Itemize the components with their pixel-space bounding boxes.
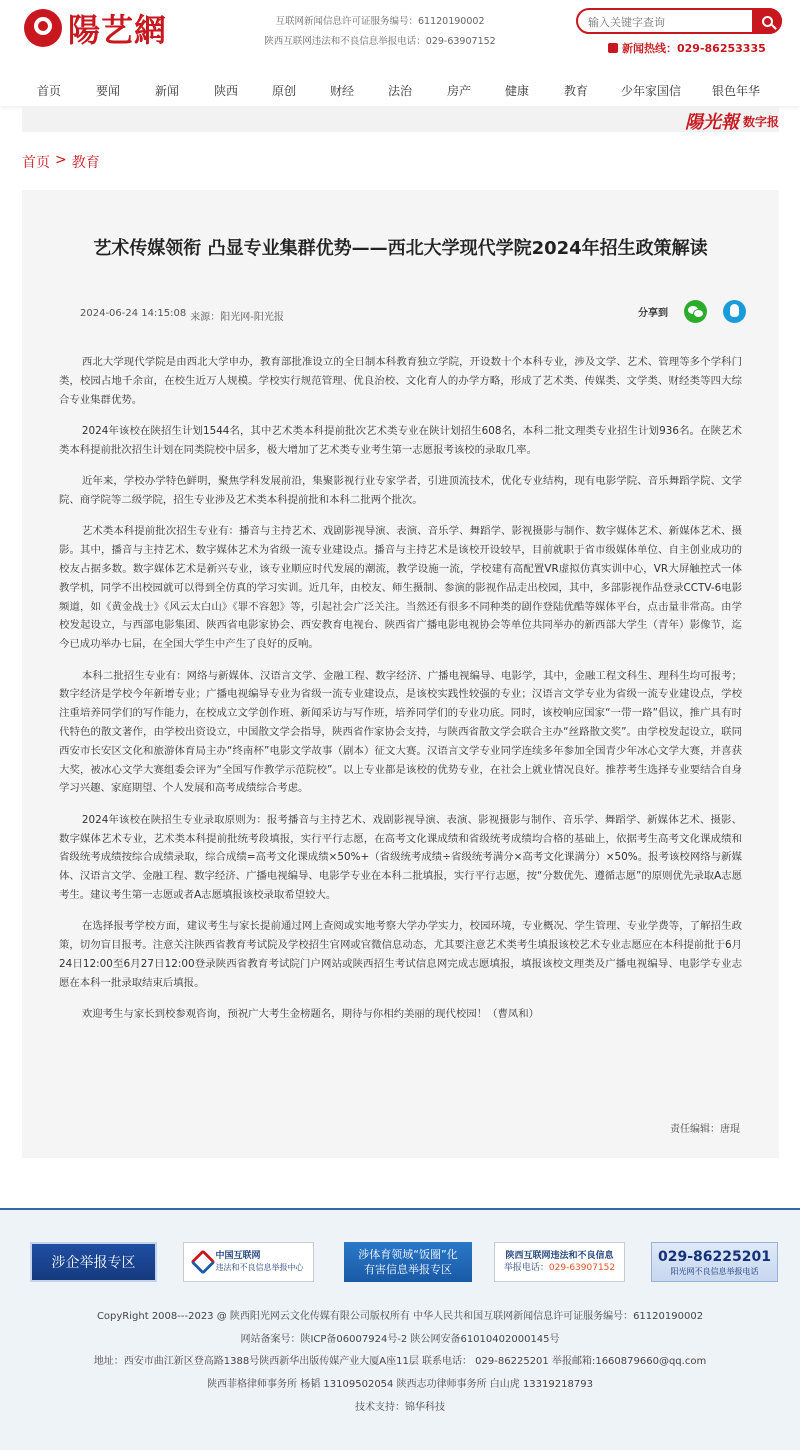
share-bar [638,300,746,323]
search-button[interactable] [752,8,782,34]
nav-item[interactable]: 房产 [446,83,471,98]
epaper-banner [22,106,779,132]
article-paragraph: 艺术类本科提前批次招生专业有：播音与主持艺术、戏剧影视导演、表演、音乐学、舞蹈学、影视摄影与制作、数字媒体艺术、新媒体艺术、摄影。其中，播音与主持艺术、数字媒体艺术为省级一流专业建设点。播音与主持艺术是该校开设较早，目前就职于省市级媒体单位、自主创业成功的校友占据多数。数字媒体艺术是新兴专业，该专业顺应时代发展的潮流，教学设施一流，学校建有高配置VR虚拟仿真实训中心，VR大屏触控式一体教学机，同学不出校园就可以得到全仿真的学习实训。近几年，由校友、师生摄制、参演的影视作品走出校园，其中，多部影视作品登录CCTV-6电影频道，如《黄金战士》《风云太白山》《罪不容恕》等，引起社会广泛关注。当然还有很多不同种类的剧作登陆优酷等媒体平台，点击量非常高。由学校发起设立，与西部电影集团、陕西省电影家协会、西安教育电视台、陕西省广播电影电视协会等单位共同举办的新西部大学生（青年）影像节，迄今已成功举办七届，在全国大学生中产生了良好的反响。 [59,525,742,651]
main-nav [0,74,800,106]
nav-item[interactable]: 少年家国信 [620,83,681,98]
epaper-logo: 陽光報 [684,112,739,133]
share-label: 分享到 [638,308,668,319]
article-container [22,190,779,1158]
report-center-logo-icon [190,1249,215,1274]
article-source: 来源：阳光网-阳光报 [190,312,284,323]
badge-line: 阳光网不良信息举报电话 [670,1266,759,1276]
tech-support: 技术支持：锦华科技 [355,1401,445,1413]
sun-logo-icon [24,9,62,47]
phone-icon [608,43,618,53]
copyright: CopyRight 2008---2023 @ 陕西阳光网云文化传媒有限公司版权所有 中华人民共和国互联网新闻信息许可证服务编号：61120190002 [96,1311,704,1322]
nav-item[interactable]: 健康 [504,83,529,98]
nav-item[interactable]: 要闻 [95,83,120,98]
article-paragraph: 2024年该校在陕招生计划1544名，其中艺术类本科提前批次艺术类专业在陕计划招生608名，本科二批文理类专业招生计划936名。在陕艺术类本科提前批次招生计划在同类院校中居多，极大增加了艺术类专业考生第一志愿报考该校的录取几率。 [59,424,742,456]
enterprise-report-badge[interactable] [30,1242,157,1282]
badge-text [216,1251,304,1273]
nav-item[interactable]: 财经 [329,83,354,98]
report-phone-line: 陕西互联网违法和不良信息举报电话：029-63907152 [264,36,496,47]
report-badges [30,1242,780,1284]
fan-circle-report-badge[interactable] [344,1242,472,1282]
badge-line: 违法和不良信息举报中心 [215,1263,304,1272]
article-paragraph: 2024年该校在陕招生专业录取原则为：报考播音与主持艺术、戏剧影视导演、表演、影视摄影与制作、音乐学、舞蹈学、新媒体艺术、摄影、数字媒体艺术专业，艺术类本科提前批统考段填报，实行平行志愿，在高考文化课成绩和省级统考成绩均合格的基础上，依据考生高考文化课成绩和省级统考成绩按综合成绩录取，综合成绩=高考文化课成绩×50%+（省级统考成绩÷省级统考满分×高考文化课满分）×50%。报考该校网络与新媒体、汉语言文学、金融工程、数字经济、广播电视编导、电影学专业在本科二批填报，实行平行志愿，按“分数优先、遵循志愿”的原则优先录取A志愿考生。建议考生第一志愿或者A志愿填报该校录取希望较大。 [59,813,742,901]
nav-item[interactable]: 首页 [36,83,61,98]
icp-record: 网站备案号：陕ICP备06007924号-2 陕公网安备61010402000145号 [240,1333,560,1345]
article-paragraph: 欢迎考生与家长到校参观咨询，预祝广大考生金榜题名，期待与你相约美丽的现代校园！（曹凤和） [81,1008,540,1021]
shaanxi-report-badge[interactable] [494,1242,625,1282]
badge-phone-number: 029-63907152 [548,1263,616,1273]
badge-line: 有害信息举报专区 [364,1263,452,1276]
breadcrumb [22,152,100,172]
badge-label: 涉企举报专区 [51,1255,136,1271]
badge-phone-label: 举报电话： [503,1263,549,1273]
responsible-editor: 责任编辑：唐琨 [670,1124,740,1135]
address: 地址：西安市曲江新区登高路1388号陕西新华出版传媒产业大厦A座11层 联系电话： 029-86225201 举报邮箱:1660879660@qq.com [93,1356,707,1368]
site-footer [0,1208,800,1450]
badge-line: 涉体育领域“饭圈”化 [358,1248,458,1261]
news-hotline [608,40,766,56]
badge-phone-number: 029-86225201 [658,1248,771,1265]
search-box [576,8,782,34]
article-date: 2024-06-24 14:15:08 [80,308,187,319]
wechat-share-icon[interactable] [684,300,707,323]
article-paragraph: 西北大学现代学院是由西北大学申办，教育部批准设立的全日制本科教育独立学院，开设数十个本科专业，涉及文学、艺术、管理等多个学科门类，校园占地千余亩，在校生近万人规模。学校实行规范管理、优良治校、文化育人的办学方略，形成了艺术类、传媒类、文学类、财经类等四大综合专业集群优势。 [59,356,742,406]
article-paragraph: 在选择报考学校方面，建议考生与家长提前通过网上查阅或实地考察大学办学实力，校园环境，专业概况、学生管理、专业学费等，了解招生政策，切勿盲目报考。注意关注陕西省教育考试院及学校招生官网或官微信息动态，尤其要注意艺术类考生填报该校艺术专业志愿应在本科提前批于6月24日12:00至6月27日12:00登录陕西省教育考试院门户网站或陕西招生考试信息网完成志愿填报，填报该校文理类及广播电视编导、电影学专业志愿在本科一批录取结束后填报。 [59,920,742,989]
article-meta [80,308,284,323]
badge-line: 中国互联网 [215,1251,261,1261]
nav-item[interactable]: 银色年华 [711,83,760,98]
license-line: 互联网新闻信息许可证服务编号：61120190002 [275,16,485,27]
nav-item[interactable]: 陕西 [213,83,238,98]
china-internet-report-badge[interactable] [183,1242,314,1282]
article-paragraph: 近年来，学校办学特色鲜明，聚焦学科发展前沿，集聚影视行业专家学者，引进顶流技术，优化专业结构，现有电影学院、音乐舞蹈学院、文学院、商学院等二级学院，招生专业涉及艺术类本科提前批和本科二批两个批次。 [59,475,742,506]
epaper-label: 数字报 [742,114,779,129]
badge-text [358,1247,457,1277]
license-info [260,12,500,52]
breadcrumb-separator: > [55,152,67,168]
nav-item[interactable]: 法治 [387,83,412,98]
logo-text: 陽艺網 [68,11,168,49]
epaper-link[interactable] [685,108,779,134]
qq-share-icon[interactable] [723,300,746,323]
nav-item[interactable]: 新闻 [154,83,179,98]
site-logo[interactable] [24,8,174,48]
badge-line [504,1262,615,1274]
legal-counsel: 陕西菲格律师事务所 杨韬 13109502054 陕西志功律师事务所 白山虎 13319218793 [207,1379,593,1391]
site-header [0,0,800,70]
breadcrumb-current[interactable]: 教育 [71,155,100,171]
article-paragraph: 本科二批招生专业有：网络与新媒体、汉语言文学、金融工程、数字经济、广播电视编导、电影学，其中，金融工程文科生、理科生均可报考；数字经济是学校今年新增专业；广播电视编导专业为省级一流专业建设点，是该校实践性较强的专业；汉语言文学专业为省级一流专业建设点，学校注重培养同学们的写作能力，在校成立文学创作班、新闻采访与写作班，培养同学们的专业功底。同时，该校响应国家“一带一路”倡议，推广具有时代特色的散文著作，由学校出资设立，中国散文学会指导，陕西省作家协会支持，与陕西省散文学会联合主办“丝路散文奖”。由学校发起设立，联同西安市长安区文化和旅游体育局主办“终南杯”电影文学故事（剧本）征文大赛。汉语言文学专业同学连续多年参加全国青少年冰心文学大赛，并喜获大奖，被冰心文学大赛组委会评为“全国写作教学示范院校”。以上专业都是该校的优势专业，在社会上就业情况良好。推荐考生选择专业要结合自身学习兴趣、家庭期望、个人发展和高考成绩综合考虑。 [59,669,742,795]
search-icon [762,16,773,27]
sunshine-report-phone-badge[interactable] [651,1242,778,1282]
breadcrumb-home[interactable]: 首页 [22,155,50,171]
nav-item[interactable]: 教育 [563,83,588,98]
footer-info [0,1306,800,1420]
badge-line: 陕西互联网违法和不良信息 [505,1251,614,1261]
hotline-text: 新闻热线：029-86253335 [622,42,766,55]
article-title: 艺术传媒领衔 凸显专业集群优势——西北大学现代学院2024年招生政策解读 [93,238,708,259]
nav-item[interactable]: 原创 [271,83,296,98]
article-body [59,353,742,1036]
search-input[interactable] [588,13,748,31]
